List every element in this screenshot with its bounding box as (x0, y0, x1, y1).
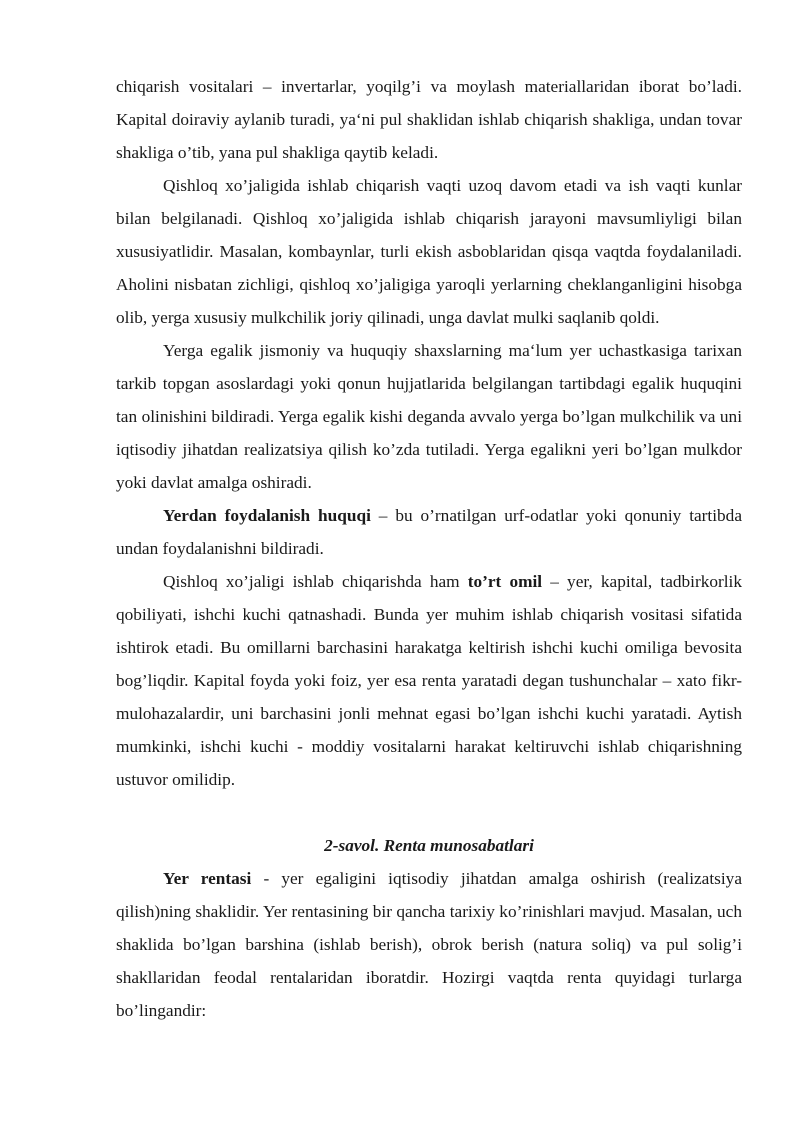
paragraph-5-start: Qishloq xo’jaligi ishlab chiqarishda ham (163, 572, 468, 591)
document-page (116, 70, 742, 1027)
paragraph-6-text: - yer egaligini iqtisodiy jihatdan amalga oshirish (realizatsiya qilish)ning shaklidir. Yer rentasining bir qancha tarixiy ko’rinishlari mavjud. Masalan, uch shaklida bo’lgan barshina (ishlab berish), obrok berish (natura soliq) va pul solig’i shakllaridan feodal rentalaridan iboratdir. Hozirgi vaqtda renta quyidagi turlarga bo’lingandir: (116, 869, 742, 1020)
term-tort-omil: to’rt omil (467, 572, 543, 591)
paragraph-2: Qishloq xo’jaligida ishlab chiqarish vaqti uzoq davom etadi va ish vaqti kunlar bilan belgilanadi. Qishloq xo’jaligida ishlab chiqarish jarayoni mavsumliyligi bilan xususiyatlidir. Masalan, kombaynlar, turli ekish asboblaridan qisqa vaqtda foydalaniladi. Aholini nisbatan zichligi, qishloq xo’jaligiga yaroqli yerlarning cheklanganligini hisobga olib, yerga xususiy mulkchilik joriy qilinadi, unga davlat mulki saqlanib qoldi. (116, 176, 742, 327)
paragraph-1: chiqarish vositalari – invertarlar, yoqilg’i va moylash materiallaridan iborat bo’ladi. Kapital doiraviy aylanib turadi, ya‘ni pul shaklidan ishlab chiqarish shakliga, undan tovar shakliga o’tib, yana pul shakliga qaytib keladi. (116, 77, 742, 162)
spacer (116, 796, 742, 829)
paragraph-3: Yerga egalik jismoniy va huquqiy shaxslarning ma‘lum yer uchastkasiga tarixan tarkib topgan asoslardagi yoki qonun hujjatlarida belgilangan tartibdagi egalik huquqini tan olinishini bildiradi. Yerga egalik kishi deganda avvalo yerga bo’lgan mulkchilik va uni iqtisodiy jihatdan realizatsiya qilish ko’zda tutiladi. Yerga egalikni yeri bo’lgan mulkdor yoki davlat amalga oshiradi. (116, 341, 742, 492)
paragraph-4 (116, 499, 742, 565)
term-yer-rentasi: Yer rentasi (163, 869, 252, 888)
paragraph-5-text: – yer, kapital, tadbirkorlik qobiliyati, ishchi kuchi qatnashadi. Bunda yer muhim ishlab chiqarish vositasi sifatida ishtirok etadi. Bu omillarni barchasini harakatga keltirish ishchi kuchi omiliga bevosita bog’liqdir. Kapital foyda yoki foiz, yer esa renta yaratadi degan tushunchalar – xato fikr-mulohazalardir, uni barchasini jonli mehnat egasi bo’lgan ishchi kuchi yaratadi. Aytish mumkinki, ishchi kuchi - moddiy vositalarni harakat keltiruvchi ishlab chiqarishning ustuvor omilidip. (116, 572, 742, 789)
paragraph-5 (116, 565, 742, 796)
paragraph-6 (116, 862, 742, 1027)
term-yerdan-foydalanish: Yerdan foydalanish huquqi (163, 506, 371, 525)
paragraph-4-text: – bu o’rnatilgan urf-odatlar yoki qonuniy tartibda undan foydalanishni bildiradi. (116, 506, 742, 558)
section-heading: 2-savol. Renta munosabatlari (324, 836, 534, 855)
